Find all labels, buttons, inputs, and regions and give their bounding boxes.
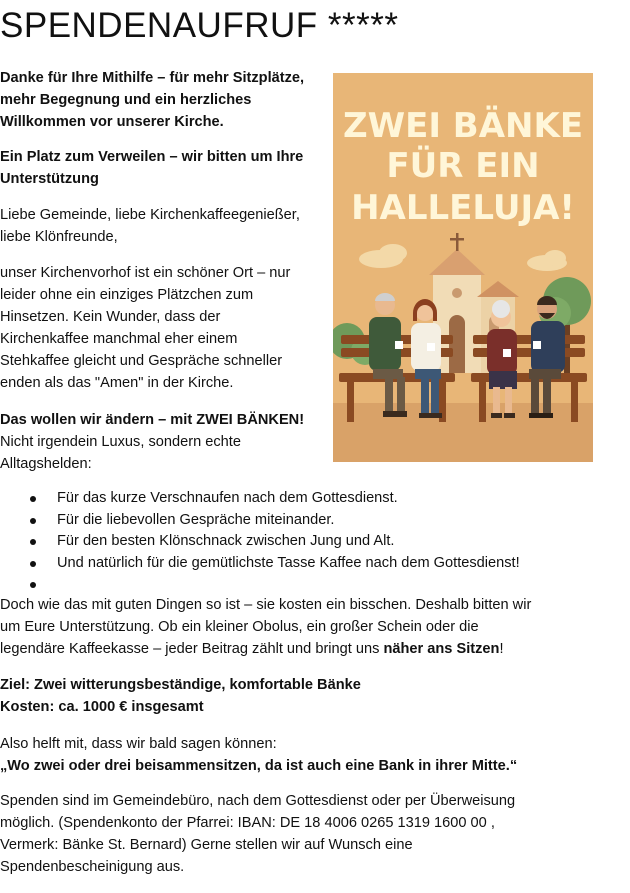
paragraph-line: Kirchenkaffee manchmal eher einem: [0, 331, 238, 347]
intro-text: [0, 67, 304, 133]
paragraph-line: Doch wie das mit guten Dingen so ist – sie kosten ein bisschen. Deshalb bitten wir: [0, 597, 532, 613]
paragraph-line: Nicht irgendein Luxus, sondern echte: [0, 434, 241, 450]
paragraph-line: !: [499, 641, 504, 657]
paragraph-line: unser Kirchenvorhof ist ein schöner Ort – nur: [0, 265, 291, 281]
list-item-text: Für die liebevollen Gespräche miteinander.: [57, 511, 335, 528]
poster-illustration: [333, 73, 593, 462]
intro-line: Danke für Ihre Mithilfe – für mehr Sitzplätze,: [0, 70, 305, 86]
paragraph-courtyard: [0, 262, 290, 394]
poster-headline-line: ZWEI BÄNKE: [342, 106, 584, 146]
list-item: [0, 553, 520, 575]
paragraph-line: Alltagshelden:: [0, 456, 92, 472]
change-headline: Das wollen wir ändern – mit ZWEI BÄNKEN!: [0, 412, 305, 428]
goal-block: [0, 674, 361, 718]
subheading: [0, 146, 303, 190]
benefit-list: [0, 488, 520, 596]
paragraph-line: Vermerk: Bänke St. Bernard) Gerne stellen wir auf Wunsch eine: [0, 837, 413, 853]
list-item-text: Für das kurze Verschnaufen nach dem Gottesdienst.: [57, 490, 398, 506]
bullet-icon: [30, 518, 36, 524]
help-text: Also helft mit, dass wir bald sagen können:: [0, 736, 277, 752]
paragraph-line: Stehkaffee gleicht und Gespräche schneller: [0, 353, 283, 369]
paragraph-line: um Eure Unterstützung. Ob ein kleiner Obolus, ein großer Schein oder die: [0, 619, 479, 635]
goal-text: Ziel: Zwei witterungsbeständige, komfortable Bänke: [0, 677, 361, 693]
bullet-icon: [30, 496, 36, 502]
quote-text: „Wo zwei oder drei beisammensitzen, da ist auch eine Bank in ihrer Mitte.“: [0, 758, 518, 774]
poster-headline-line: HALLELUJA!: [351, 188, 575, 228]
ground: [333, 403, 593, 462]
poster-headline-line: FÜR EIN: [386, 146, 540, 186]
paragraph-costs: [0, 594, 531, 660]
paragraph-line: möglich. (Spendenkonto der Pfarrei: IBAN: DE 18 4006 0265 1319 1600 00 ,: [0, 815, 495, 831]
list-item-text: Und natürlich für die gemütlichste Tasse Kaffee nach dem Gottesdienst!: [57, 554, 520, 571]
paragraph-line: Spendenbescheinigung aus.: [0, 859, 185, 875]
poster-svg: [333, 73, 593, 462]
paragraph-line: legendäre Kaffeekasse – jeder Beitrag zählt und bringt uns: [0, 641, 384, 657]
subheading-line: Ein Platz zum Verweilen – wir bitten um Ihre: [0, 149, 304, 165]
list-item: [0, 574, 520, 596]
quote-block: [0, 733, 517, 777]
paragraph-change: [0, 409, 304, 475]
paragraph-line: leider ohne ein einziges Plätzchen zum: [0, 287, 254, 303]
paragraph-line: enden als das "Amen" in der Kirche.: [0, 375, 234, 391]
bullet-icon: [30, 539, 36, 545]
paragraph-line: Spenden sind im Gemeindebüro, nach dem Gottesdienst oder per Überweisung: [0, 793, 516, 809]
cost-text: Kosten: ca. 1000 € insgesamt: [0, 699, 204, 715]
list-item: [0, 488, 520, 510]
greeting-line: Liebe Gemeinde, liebe Kirchenkaffeegenießer,: [0, 207, 300, 223]
bullet-icon: [30, 561, 36, 567]
greeting-line: liebe Klönfreunde,: [0, 229, 118, 245]
list-item: [0, 531, 520, 553]
subheading-line: Unterstützung: [0, 171, 99, 187]
paragraph-line: Hinsetzen. Kein Wunder, dass der: [0, 309, 221, 325]
page-title: SPENDENAUFRUF *****: [0, 6, 399, 45]
list-item: [0, 510, 520, 532]
emphasis-text: näher ans Sitzen: [383, 641, 500, 657]
intro-line: Willkommen vor unserer Kirche.: [0, 114, 224, 130]
list-item-text: Für den besten Klönschnack zwischen Jung und Alt.: [57, 533, 395, 549]
greeting: [0, 204, 300, 248]
closing-paragraph: [0, 790, 515, 878]
intro-line: mehr Begegnung und ein herzliches: [0, 92, 252, 108]
bullet-icon: [30, 582, 36, 588]
